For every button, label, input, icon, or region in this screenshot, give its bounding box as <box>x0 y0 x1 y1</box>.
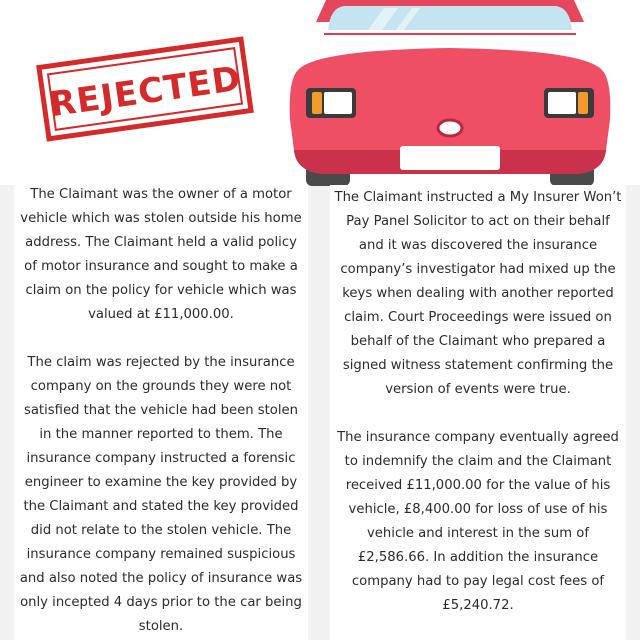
right-paragraph-1: The Claimant instructed a My Insurer Won’t Pay Panel Solicitor to act on their behalf and it was discovered the insurance company’s investigator had mixed up the keys when dealing with another reported claim. Court Proceedings were issued on behalf of the Claimant who prepared a signed witness statement confirming the version of events were true. <box>334 190 622 397</box>
stamp-label: REJECTED <box>47 58 244 126</box>
car-badge <box>438 120 462 136</box>
red-car-front-icon <box>284 0 616 186</box>
left-paragraph-2: The claim was rejected by the insurance company on the grounds they were not satisfied that the vehicle had been stolen in the manner reported to them. The insurance company instructed a forensic engineer to examine the key provided by the Claimant and stated the key provided did not relate to the stolen vehicle. The insurance company remained suspicious and also noted the policy of insurance was only incepted 4 days prior to the car being stolen. <box>19 355 303 634</box>
number-plate <box>400 146 500 170</box>
windshield <box>328 6 572 30</box>
left-text-column <box>14 185 308 640</box>
right-text-column <box>330 185 626 640</box>
left-paragraph-1: The Claimant was the owner of a motor vehicle which was stolen outside his home address. The Claimant held a valid policy of motor insurance and sought to make a claim on the policy for vehicle which was valued at £11,000.00. <box>20 187 302 322</box>
right-paragraph-2: The insurance company eventually agreed to indemnify the claim and the Claimant received £11,000.00 for the value of his vehicle, £8,400.00 for loss of use of his vehicle and interest in the sum of £2,586.66. In addition the insurance company had to pay legal cost fees of £5,240.72. <box>337 430 619 613</box>
